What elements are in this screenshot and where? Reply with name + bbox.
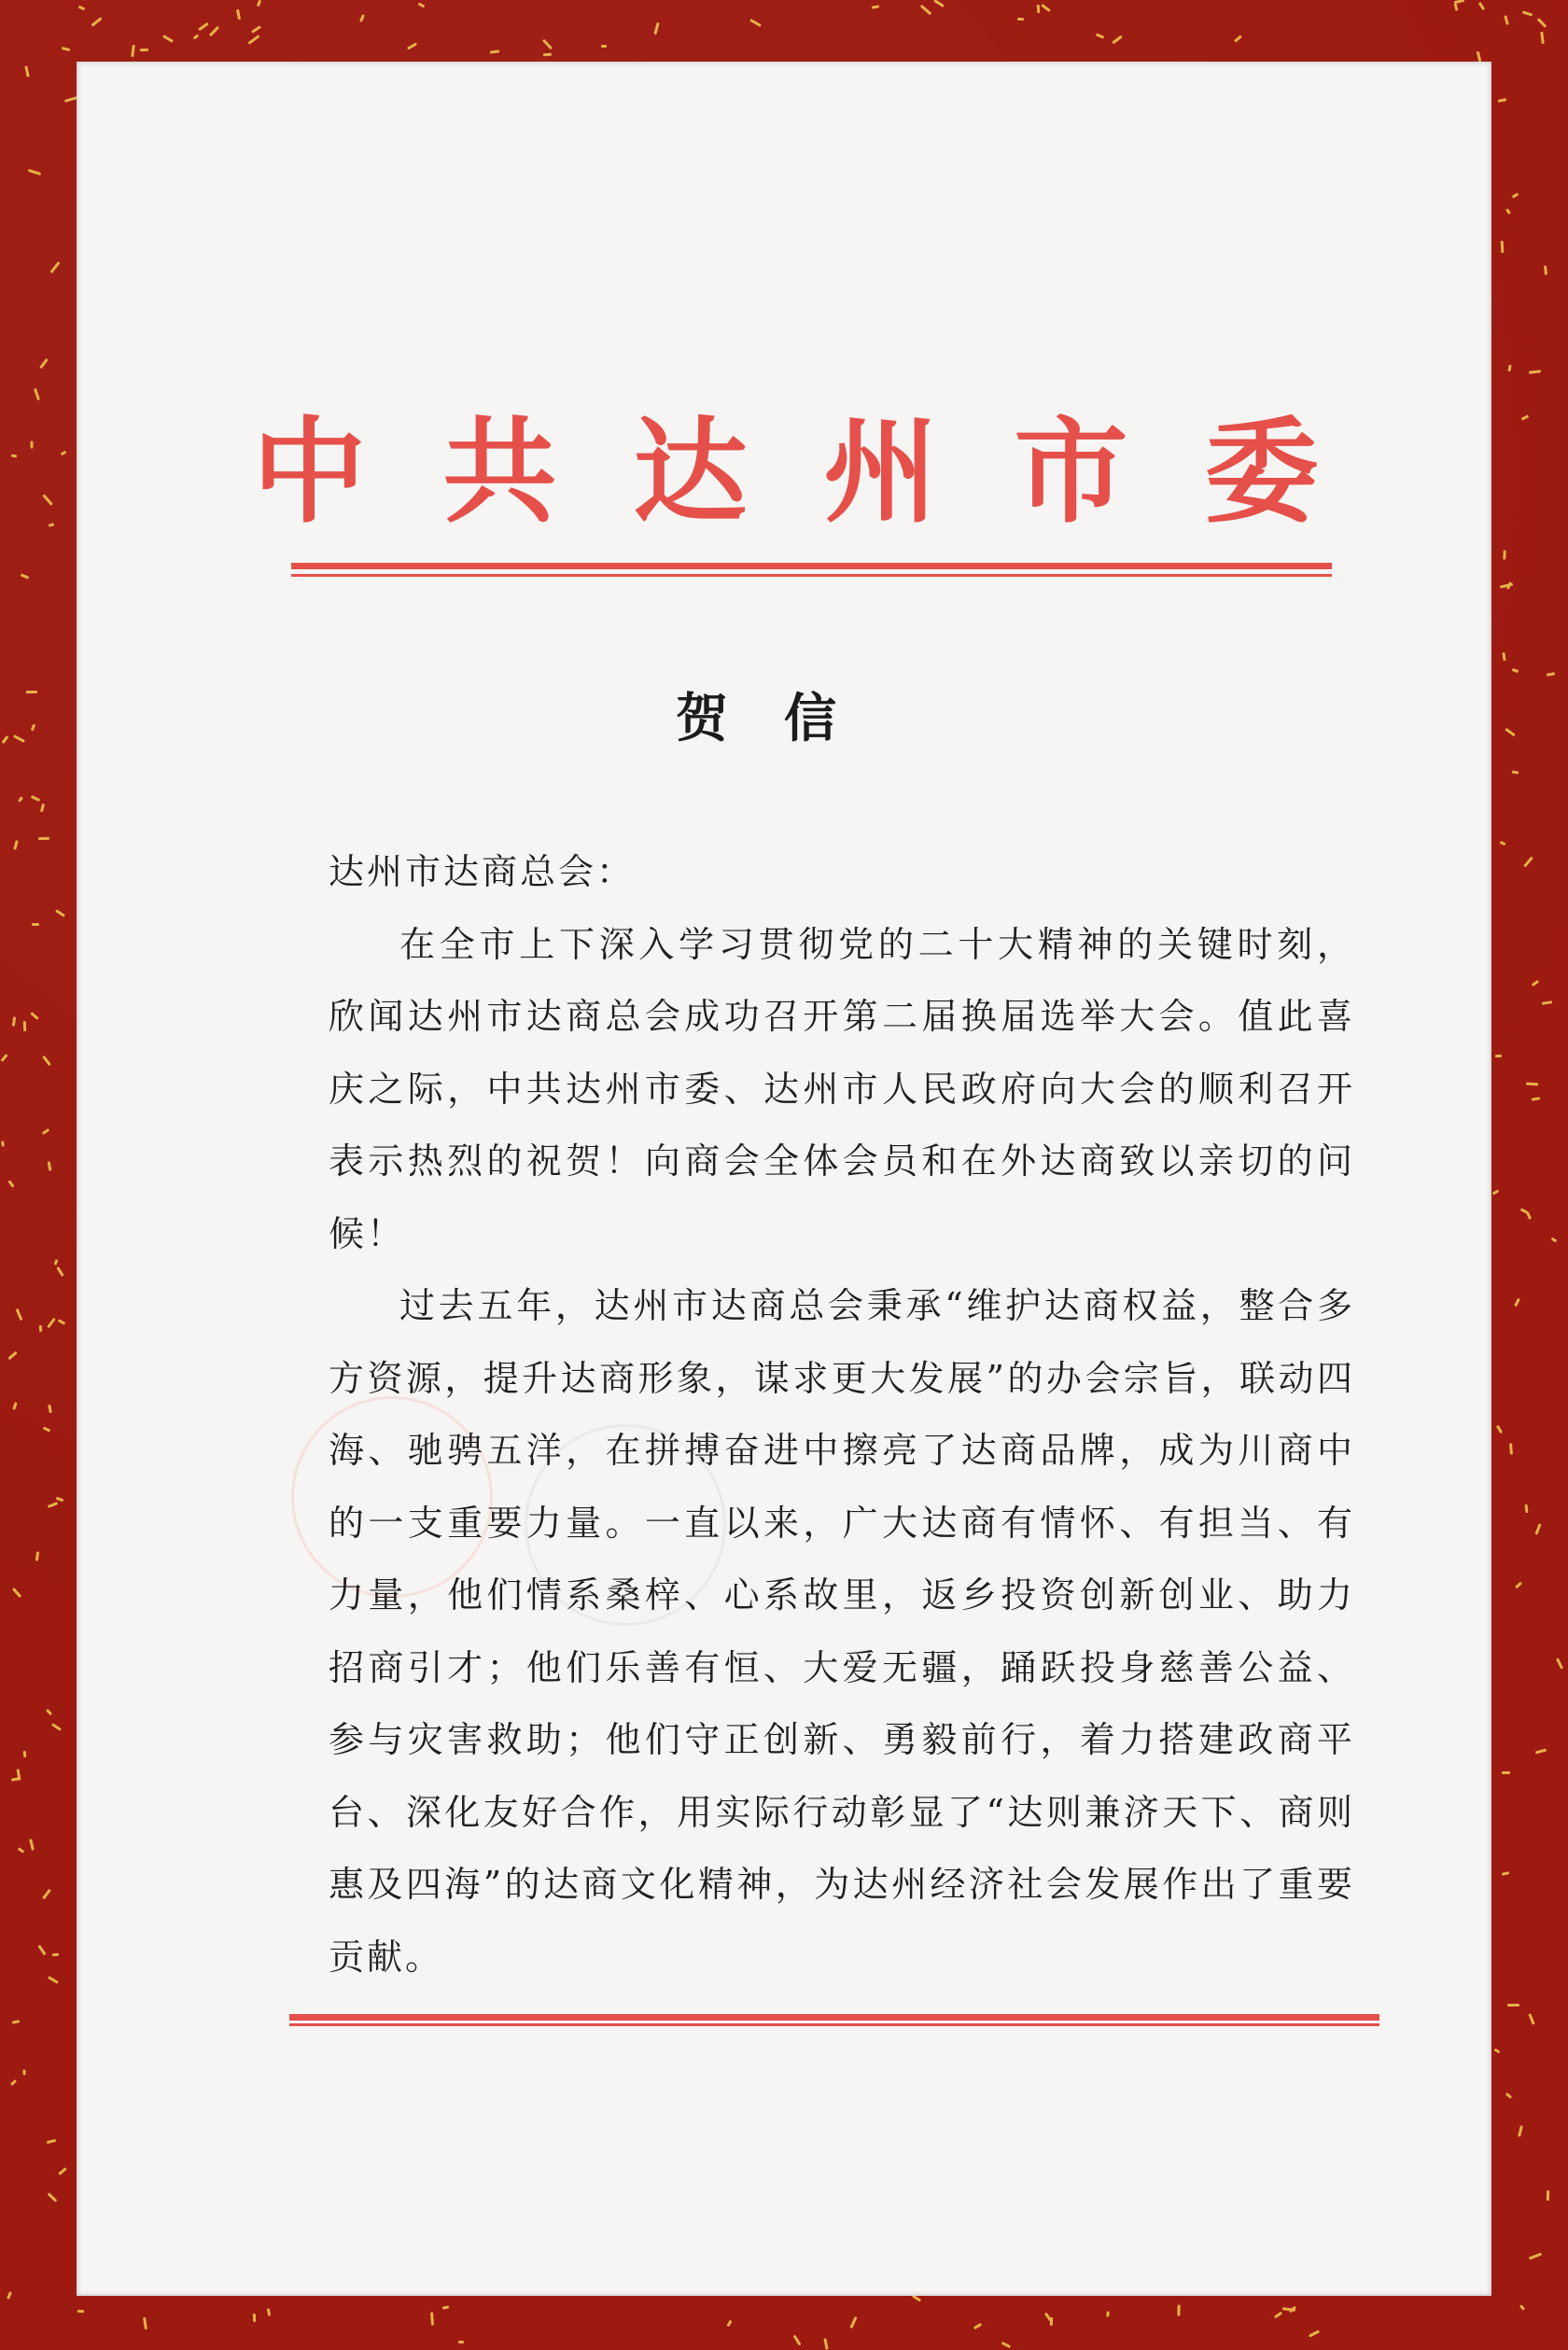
gold-fleck xyxy=(1505,2092,1512,2099)
gold-fleck xyxy=(51,1723,62,1731)
gold-fleck xyxy=(726,2320,732,2328)
gold-fleck xyxy=(49,523,55,527)
gold-fleck xyxy=(1514,1298,1520,1307)
gold-fleck xyxy=(1515,1582,1522,1589)
gold-fleck xyxy=(91,17,103,27)
gold-fleck xyxy=(2,735,9,744)
gold-fleck xyxy=(58,1319,65,1324)
gold-fleck xyxy=(78,6,86,10)
gold-fleck xyxy=(1504,15,1508,24)
gold-fleck xyxy=(1001,2342,1011,2348)
gold-fleck xyxy=(22,2069,25,2075)
gold-fleck xyxy=(55,909,65,917)
letter-body xyxy=(329,836,1355,1993)
gold-fleck xyxy=(1177,2304,1180,2315)
gold-fleck xyxy=(1532,1097,1540,1100)
footer-rule-thin xyxy=(289,2023,1379,2026)
letter-sheet xyxy=(77,62,1491,2296)
gold-fleck xyxy=(601,45,607,48)
gold-fleck xyxy=(1282,2307,1295,2312)
gold-fleck xyxy=(490,49,499,53)
gold-fleck xyxy=(1501,241,1505,253)
gold-fleck xyxy=(7,1180,14,1187)
gold-fleck xyxy=(162,35,174,43)
gold-fleck xyxy=(1505,728,1515,736)
gold-fleck xyxy=(12,1016,16,1026)
gold-fleck xyxy=(253,2314,256,2322)
gold-fleck xyxy=(1309,2329,1320,2337)
gold-fleck xyxy=(1096,33,1104,38)
letterhead xyxy=(77,404,1491,539)
gold-fleck xyxy=(48,2192,58,2202)
gold-fleck xyxy=(39,1325,42,1332)
gold-fleck xyxy=(42,1056,51,1066)
gold-fleck xyxy=(1502,1771,1510,1774)
gold-fleck xyxy=(1495,1055,1502,1057)
gold-fleck xyxy=(18,1847,24,1853)
gold-fleck xyxy=(1522,10,1533,16)
gold-fleck xyxy=(11,1777,20,1782)
gold-fleck xyxy=(0,1054,7,1062)
gold-fleck xyxy=(872,5,879,8)
gold-fleck xyxy=(1528,2013,1534,2024)
gold-fleck xyxy=(1234,35,1242,42)
gold-fleck xyxy=(13,840,18,849)
gold-fleck xyxy=(1,1140,5,1146)
gold-fleck xyxy=(543,53,552,57)
gold-fleck xyxy=(40,804,45,812)
gold-fleck xyxy=(430,2312,434,2325)
gold-fleck xyxy=(43,1426,51,1432)
gold-fleck xyxy=(16,1308,23,1321)
gold-fleck xyxy=(1512,192,1519,198)
gold-fleck xyxy=(1498,98,1506,103)
gold-fleck xyxy=(10,2079,17,2086)
gold-fleck xyxy=(12,2020,20,2023)
gold-fleck xyxy=(31,441,34,449)
gold-fleck xyxy=(48,1502,58,1508)
gold-fleck xyxy=(50,261,61,273)
gold-fleck xyxy=(1507,365,1511,371)
gold-fleck xyxy=(849,2316,857,2329)
gold-fleck xyxy=(140,49,148,51)
gold-fleck xyxy=(58,2167,67,2175)
gold-fleck xyxy=(143,2317,147,2329)
letterhead-title: 中共达州市委 xyxy=(252,404,1395,539)
gold-fleck xyxy=(7,2291,12,2300)
gold-fleck xyxy=(1535,1748,1547,1754)
gold-fleck xyxy=(12,1588,21,1598)
gold-fleck xyxy=(209,26,219,36)
gold-fleck xyxy=(1502,652,1505,661)
letterhead-rule-thick xyxy=(291,563,1332,569)
gold-fleck xyxy=(458,2341,464,2343)
gold-fleck xyxy=(1551,1238,1558,1243)
gold-fleck xyxy=(973,2323,982,2329)
gold-fleck xyxy=(47,2139,56,2144)
gold-fleck xyxy=(1509,1443,1513,1454)
gold-fleck xyxy=(1502,1871,1509,1876)
gold-fleck xyxy=(23,1751,26,1757)
gold-fleck xyxy=(1532,980,1539,986)
gold-fleck xyxy=(1454,0,1464,4)
gold-fleck xyxy=(13,734,25,743)
gold-fleck xyxy=(1037,5,1041,13)
gold-fleck xyxy=(251,25,261,34)
gold-fleck xyxy=(1507,2004,1519,2007)
gold-fleck xyxy=(1106,2311,1110,2316)
gold-fleck xyxy=(236,9,241,20)
footer-rule-thick xyxy=(289,2014,1379,2021)
gold-fleck xyxy=(1547,672,1555,677)
gold-fleck xyxy=(21,573,29,579)
gold-fleck xyxy=(77,2310,84,2313)
gold-fleck xyxy=(1544,265,1547,274)
gold-fleck xyxy=(7,1351,17,1360)
gold-fleck xyxy=(418,2,426,7)
document-title: 贺信 xyxy=(676,688,892,749)
gold-fleck xyxy=(30,1012,39,1020)
gold-fleck xyxy=(31,724,35,732)
gold-fleck xyxy=(1537,18,1547,28)
gold-fleck xyxy=(47,1318,56,1328)
gold-fleck xyxy=(42,1128,49,1135)
gold-fleck xyxy=(1496,1425,1503,1434)
gold-fleck xyxy=(23,1021,26,1031)
salutation: 达州市达商总会： xyxy=(329,851,636,892)
gold-fleck xyxy=(42,494,52,506)
gold-fleck xyxy=(407,42,417,49)
gold-fleck xyxy=(920,5,932,15)
gold-fleck xyxy=(793,2335,802,2346)
gold-fleck xyxy=(18,796,23,803)
gold-fleck xyxy=(1523,857,1533,868)
gold-fleck xyxy=(1112,35,1122,45)
gold-fleck xyxy=(31,795,40,802)
gold-fleck xyxy=(257,0,261,7)
gold-fleck xyxy=(1547,2190,1549,2201)
letterhead-rule-thin xyxy=(291,574,1332,577)
gold-fleck xyxy=(198,22,209,31)
gold-fleck xyxy=(1521,414,1529,420)
gold-fleck xyxy=(1542,1000,1552,1005)
gold-fleck xyxy=(1500,841,1506,846)
gold-fleck xyxy=(1512,771,1519,775)
gold-fleck xyxy=(1017,18,1024,21)
gold-fleck xyxy=(61,451,67,456)
gold-fleck xyxy=(32,923,39,926)
gold-fleck xyxy=(1519,2304,1525,2310)
gold-fleck xyxy=(56,1266,63,1277)
gold-fleck xyxy=(1274,2312,1282,2319)
gold-fleck xyxy=(1478,2,1485,10)
gold-fleck xyxy=(1454,3,1459,11)
gold-fleck xyxy=(35,1551,39,1560)
gold-fleck xyxy=(1529,2253,1542,2260)
gold-fleck xyxy=(1503,550,1506,559)
gold-fleck xyxy=(1540,32,1545,44)
gold-fleck xyxy=(1520,1208,1528,1213)
gold-fleck xyxy=(1526,1083,1538,1086)
gold-fleck xyxy=(749,19,762,27)
gold-fleck xyxy=(823,2338,828,2349)
gold-fleck xyxy=(1518,2125,1523,2136)
paragraph-1: 在全市上下深入学习贯彻党的二十大精神的关键时刻，欣闻达州市达商总会成功召开第二届换届选举大会。值此喜庆之际，中共达州市委、达州市人民政府向大会的顺利召开表示热烈的祝贺！向商会全体会员和在外达商致以亲切的问候！ xyxy=(329,923,1355,1254)
gold-fleck xyxy=(193,34,200,39)
gold-fleck xyxy=(42,1889,51,1899)
gold-fleck xyxy=(48,1405,52,1413)
gold-fleck xyxy=(38,837,49,840)
gold-fleck xyxy=(24,65,29,77)
gold-fleck xyxy=(11,455,17,458)
gold-fleck xyxy=(653,22,659,35)
gold-fleck xyxy=(1050,2317,1053,2326)
gold-fleck xyxy=(542,39,553,50)
gold-fleck xyxy=(1556,1658,1563,1669)
gold-fleck xyxy=(1529,370,1541,374)
gold-fleck xyxy=(62,47,70,51)
gold-fleck xyxy=(29,1839,35,1850)
gold-fleck xyxy=(64,96,77,103)
gold-fleck xyxy=(37,1945,46,1956)
gold-fleck xyxy=(1492,1189,1500,1195)
gold-fleck xyxy=(48,1161,52,1170)
gold-fleck xyxy=(46,1709,52,1715)
gold-fleck xyxy=(1512,668,1519,673)
gold-fleck xyxy=(1525,1504,1529,1513)
gold-fleck xyxy=(933,0,945,7)
gold-fleck xyxy=(34,388,40,400)
gold-fleck xyxy=(1534,1523,1541,1534)
gold-fleck xyxy=(12,1402,17,1410)
gold-fleck xyxy=(52,1953,59,1957)
gold-fleck xyxy=(28,169,41,175)
gold-fleck xyxy=(54,1259,59,1266)
gold-fleck xyxy=(39,358,49,369)
gold-fleck xyxy=(48,1976,59,1984)
gold-fleck xyxy=(131,45,135,57)
gold-fleck xyxy=(1041,4,1051,12)
gold-fleck xyxy=(267,2308,271,2315)
gold-fleck xyxy=(26,691,37,693)
paragraph-2: 过去五年，达州市达商总会秉承“维护达商权益，整合多方资源，提升达商形象，谋求更大发展”的办会宗旨，联动四海、驰骋五洋，在拼搏奋进中擦亮了达商品牌，成为川商中的一支重要力量。一直以来，广大达商有情怀、有担当、有力量，他们情系桑梓、心系故里，返乡投资创新创业、助力招商引才；他们乐善有恒、大爱无疆，踊跃投身慈善公益、参与灾害救助；他们守正创新、勇毅前行，着力搭建政商平台、深化友好合作，用实际行动彰显了“达则兼济天下、商则惠及四海”的达商文化精神，为达州经济社会发展作出了重要贡献。 xyxy=(329,1285,1355,1978)
gold-fleck xyxy=(1477,51,1482,62)
gold-fleck xyxy=(442,2305,449,2309)
gold-fleck xyxy=(247,35,259,45)
gold-fleck xyxy=(359,14,365,22)
gold-fleck xyxy=(1505,208,1511,215)
gold-fleck xyxy=(1494,2049,1501,2054)
